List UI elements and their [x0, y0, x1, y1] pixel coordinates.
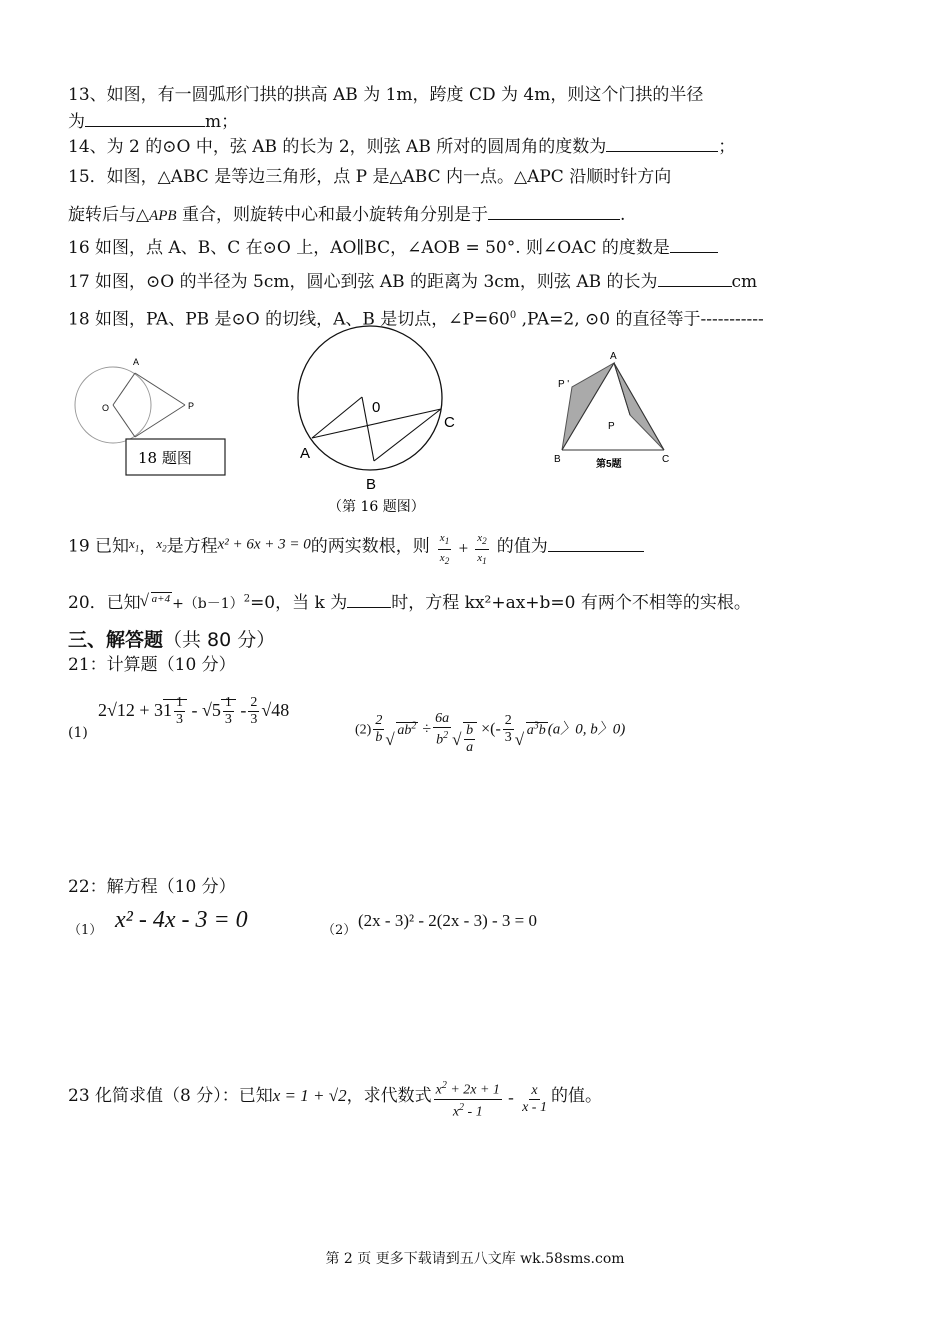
q18-text: 18 如图，PA、PB 是⊙O 的切线，A、B 是切点，∠P=60 — [68, 309, 510, 330]
q21-p1-c: - — [240, 700, 247, 720]
q13-line1: 13、如图，有一圆弧形门拱的拱高 AB 为 1m，跨度 CD 为 4m，则这个门拱的半径 — [68, 85, 704, 105]
q15-line1: 15．如图，△ABC 是等边三角形，点 P 是△ABC 内一点。△APC 沿顺时针方向 — [68, 167, 672, 187]
q19-line — [68, 530, 644, 569]
q21-p1-b: - √5 — [191, 700, 221, 720]
figure-16 — [290, 325, 480, 520]
q15-line2 — [68, 201, 625, 227]
q20-radical: √ $^{a+4}$ — [151, 592, 172, 605]
q17-line — [68, 268, 757, 293]
q23-mid: ，求代数式 — [346, 1086, 432, 1107]
q16-line — [68, 234, 718, 259]
q14-suffix: ； — [718, 137, 736, 157]
fig18-label: 18 题图 — [138, 449, 192, 467]
figure-18 — [70, 355, 240, 480]
fig16-A: A — [300, 445, 311, 462]
fig5-AC — [614, 363, 664, 450]
section3-heading — [68, 625, 275, 652]
fig18-P: P — [188, 401, 195, 411]
q13-blank — [85, 108, 205, 127]
q20-rest: =0，当 k 为 — [250, 593, 348, 613]
fig5-B: B — [554, 454, 561, 465]
q19-expression: $\frac{x_1}{x_2}$ + $\frac{x_2}{x_1}$ — [439, 532, 487, 567]
q22-p1-equation: x² - 4x - 3 = 0 — [115, 907, 248, 933]
q19-x2: x2 — [156, 535, 167, 554]
fig5-caption: 第5题 — [596, 459, 622, 470]
q18-sup: 0 — [509, 310, 517, 321]
fig18-tangent-b — [135, 405, 185, 437]
q20-line — [68, 588, 751, 615]
q22-p1-label: （1） — [68, 923, 103, 938]
q23-given: x = 1 + √2 — [272, 1086, 347, 1106]
q23-line — [68, 1078, 602, 1120]
q19-x1: x1 — [129, 535, 140, 554]
q14-prefix: 14、为 2 的⊙O 中，弦 AB 的长为 2，则弦 AB 所对的圆周角的度数为 — [68, 137, 607, 157]
q14-blank — [606, 133, 718, 152]
q23-expression: $\frac{x^2 + 2x + 1}{x^2 - 1}$ - $\frac{x}{x - 1}$ — [435, 1080, 547, 1120]
q19-after: 的两实数根，则 — [310, 536, 430, 557]
q20-mid: +（b－1） — [172, 596, 244, 612]
page-footer: 第 2 页 更多下载请到五八文库 wk.58sms.com — [325, 1251, 625, 1267]
fig18-tangent-a — [135, 373, 185, 405]
q15-end: . — [619, 205, 626, 225]
q14-line — [68, 133, 735, 158]
fig5-C: C — [662, 454, 670, 465]
section3-title: 三、解答题 — [68, 629, 164, 651]
q22-p2-equation: (2x - 3)² - 2(2x - 3) - 3 = 0 — [358, 911, 537, 930]
q18-tail: ,PA=2, ⊙0 的直径等于----------- — [516, 309, 764, 330]
q15-blank — [488, 201, 620, 220]
fig5-Pp: P ' — [558, 379, 570, 390]
q22-p2-label: （2） — [322, 923, 357, 938]
q16-text: 16 如图，点 A、B、C 在⊙O 上，AO∥BC，∠AOB = 50°. 则∠OAC 的度数是 — [68, 238, 670, 258]
fig16-circle — [298, 326, 442, 470]
q19-end: 的值为 — [496, 536, 548, 557]
q19-equation: x² + 6x + 3 = 0 — [217, 536, 311, 553]
q21-p1-mixed1: 1 $\frac{1}{3}$ — [163, 699, 187, 720]
q21-p1-d: √48 — [261, 700, 290, 720]
fig16-C: C — [444, 414, 455, 431]
fig5-A: A — [610, 351, 617, 362]
figure-5 — [550, 345, 685, 475]
q20-tail: 时，方程 kx²+ax+b=0 有两个不相等的实根。 — [391, 593, 751, 613]
q19-mid: 是方程 — [166, 536, 218, 557]
q21-p1-label: (1) — [68, 725, 88, 741]
q19-blank — [548, 533, 644, 552]
q15-line2-prefix: 旋转后与△ — [68, 205, 150, 225]
fig5-P: P — [608, 421, 615, 432]
fig16-O: 0 — [372, 399, 381, 416]
q15-line2-rest: 重合，则旋转中心和最小旋转角分别是于 — [176, 205, 488, 225]
fig18-radius-a — [113, 373, 135, 405]
q21-p2-tail: (a〉0, b〉0) — [547, 721, 626, 738]
q16-blank — [670, 234, 718, 253]
q20-sup: 2 — [243, 593, 251, 605]
q21-p2-expression: (2) $\frac{2}{b}$ √ $ab^2$ ÷ $\frac{6a}{b^2}$ √ $\frac{b}{a}$ ×(- $\frac{2}{3}$ √ $a^3b$ (a〉0, b〉0) — [355, 706, 625, 756]
q20-prefix: 20．已知 — [68, 593, 141, 613]
q21-p1-a: 2√12 + 3 — [98, 700, 164, 720]
q22-title: 22：解方程（10 分） — [68, 877, 236, 897]
q21-title: 21：计算题（10 分） — [68, 655, 236, 675]
q23-end: 的值。 — [550, 1086, 602, 1107]
q20-blank — [347, 589, 391, 608]
fig16-B: B — [366, 476, 377, 493]
q23-prefix: 23 化简求值（8 分）：已知 — [68, 1086, 273, 1107]
fig18-A: A — [133, 357, 140, 367]
q21-p1-mixed2: $\frac{1}{3}$ — [221, 699, 236, 720]
fig18-O: O — [102, 403, 110, 413]
q17-blank — [658, 268, 732, 287]
q21-p1-expression — [98, 690, 289, 730]
q21-p1-frac: $\frac{2}{3}$ — [250, 695, 258, 728]
q13-line2 — [68, 108, 238, 133]
fig18-radius-b — [113, 405, 135, 437]
q17-suffix: cm — [731, 272, 758, 292]
q19-prefix: 19 已知 — [68, 536, 130, 557]
q13-suffix: m； — [205, 112, 239, 132]
q21-p2-label: (2) — [355, 722, 372, 738]
q17-prefix: 17 如图，⊙O 的半径为 5cm，圆心到弦 AB 的距离为 3cm，则弦 AB 的长为 — [68, 272, 658, 292]
fig16-caption: （第 16 题图） — [328, 499, 425, 515]
section3-points: （共 80 分） — [163, 629, 276, 651]
q19-sep: ， — [139, 536, 157, 557]
q15-apb: APB — [149, 208, 177, 224]
q13-prefix: 为 — [68, 112, 85, 132]
